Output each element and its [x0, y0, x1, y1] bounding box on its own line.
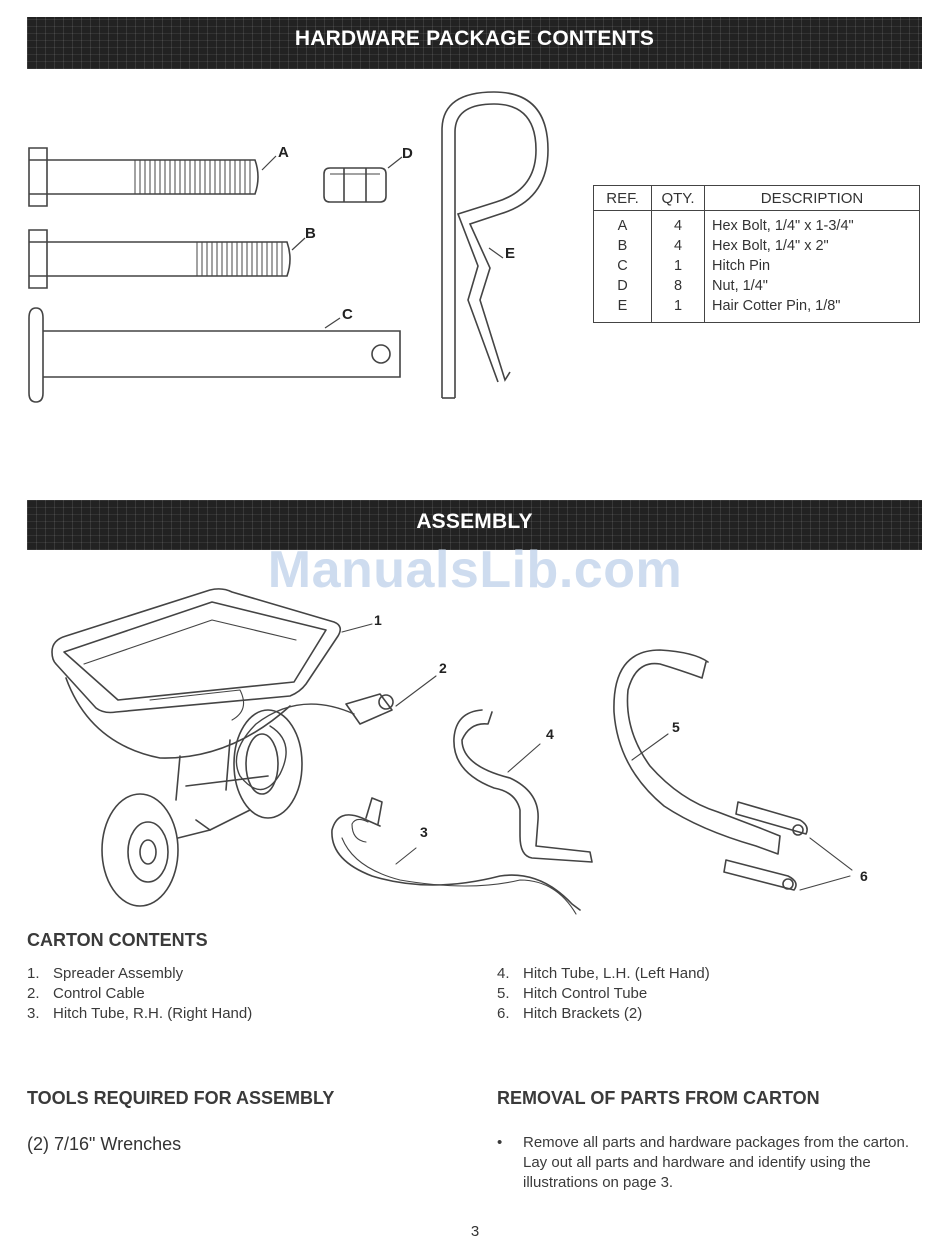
list-item	[497, 965, 710, 982]
row-qty: 4	[652, 236, 705, 256]
callout-6: 6	[860, 868, 868, 884]
header-ref: REF.	[594, 186, 652, 211]
list-item-text: Control Cable	[53, 985, 145, 1002]
removal-text: Remove all parts and hardware packages from the carton. Lay out all parts and hardware and identify using the illustrations on page 3.	[523, 1134, 910, 1191]
row-ref: D	[594, 276, 652, 296]
row-ref: B	[594, 236, 652, 256]
list-item	[27, 1005, 252, 1022]
list-item-text: Hitch Tube, L.H. (Left Hand)	[523, 965, 710, 982]
list-item	[497, 985, 647, 1002]
tools-heading: TOOLS REQUIRED FOR ASSEMBLY	[27, 1088, 335, 1108]
callout-4: 4	[546, 726, 554, 742]
removal-heading: REMOVAL OF PARTS FROM CARTON	[497, 1088, 820, 1108]
row-qty: 4	[652, 211, 705, 237]
list-item-number: 2.	[27, 985, 40, 1002]
row-ref: A	[594, 211, 652, 237]
list-item-text: Hitch Tube, R.H. (Right Hand)	[53, 1005, 253, 1022]
label-d: D	[402, 145, 413, 162]
list-item	[27, 965, 183, 982]
label-b: B	[305, 225, 316, 242]
row-qty: 1	[652, 296, 705, 323]
list-item-number: 6.	[497, 1005, 510, 1022]
hardware-section-title: HARDWARE PACKAGE CONTENTS	[294, 27, 655, 50]
row-desc: Hitch Pin	[705, 256, 920, 276]
callout-3: 3	[420, 824, 428, 840]
list-item-text: Hitch Control Tube	[523, 985, 648, 1002]
watermark-text: ManualsLib.com	[267, 541, 683, 599]
row-desc: Hex Bolt, 1/4" x 1-3/4"	[705, 211, 920, 237]
tools-item: (2) 7/16" Wrenches	[27, 1134, 182, 1154]
row-qty: 8	[652, 276, 705, 296]
row-desc: Hex Bolt, 1/4" x 2"	[705, 236, 920, 256]
list-item-number: 1.	[27, 965, 40, 982]
label-a: A	[278, 144, 289, 161]
header-qty: QTY.	[652, 186, 705, 211]
page-number: 3	[470, 1223, 480, 1240]
header-description: DESCRIPTION	[705, 186, 920, 211]
row-ref: E	[594, 296, 652, 323]
label-e: E	[505, 245, 516, 262]
list-item	[497, 1005, 642, 1022]
row-ref: C	[594, 256, 652, 276]
row-qty: 1	[652, 256, 705, 276]
row-desc: Hair Cotter Pin, 1/8"	[705, 296, 920, 323]
callout-5: 5	[672, 719, 680, 735]
label-c: C	[342, 306, 353, 323]
removal-bullet-item	[497, 1133, 917, 1193]
assembly-section-title: ASSEMBLY	[416, 510, 533, 533]
list-item-number: 4.	[497, 965, 510, 982]
bullet-icon: •	[497, 1134, 503, 1151]
list-item-text: Hitch Brackets (2)	[523, 1005, 643, 1022]
list-item-number: 5.	[497, 985, 510, 1002]
row-desc: Nut, 1/4"	[705, 276, 920, 296]
list-item	[27, 985, 145, 1002]
callout-2: 2	[439, 660, 447, 676]
callout-1: 1	[374, 612, 382, 628]
list-item-number: 3.	[27, 1005, 40, 1022]
list-item-text: Spreader Assembly	[53, 965, 184, 982]
carton-contents-heading: CARTON CONTENTS	[27, 930, 208, 950]
